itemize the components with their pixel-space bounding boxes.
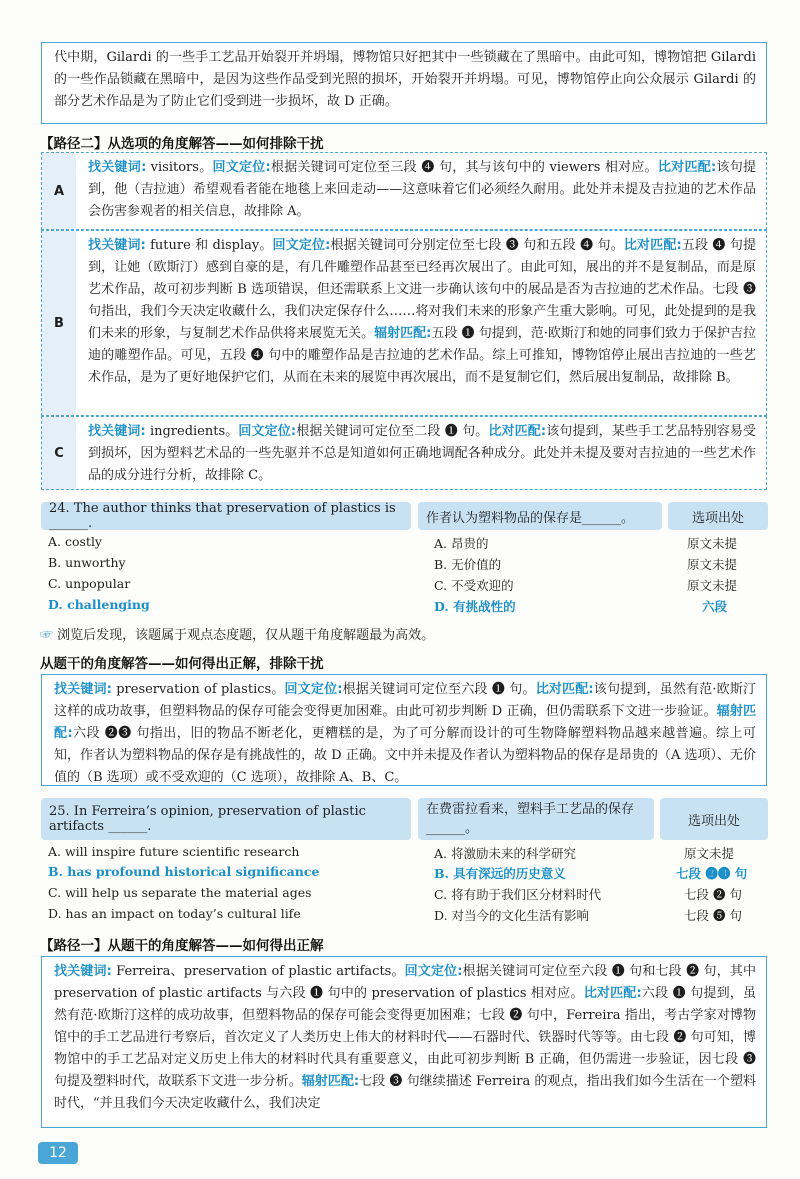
radiate-tag: 辐射匹配:: [374, 326, 432, 341]
q25-option-d-cn: D. 对当今的文化生活有影响: [434, 908, 590, 923]
option-a-label: A: [42, 153, 76, 229]
option-b-label: B: [42, 231, 76, 415]
q24-option-c-en: C. unpopular: [48, 576, 131, 591]
page-number: 12: [38, 1142, 78, 1164]
q24-source-header: 选项出处: [668, 502, 768, 530]
locate-tag: 回文定位:: [212, 160, 271, 175]
q25-option-c-en: C. will help us separate the material ages: [48, 885, 312, 900]
stem24-box: [41, 674, 767, 786]
option-c-label: C: [42, 417, 76, 489]
hand-pointer-icon: ☞: [40, 628, 58, 643]
option-b-text: 找关键词: future 和 display。回文定位:根据关键词可分别定位至七段 ❸ 句和五段 ❹ 句。比对匹配:五段 ❹ 句提到，让她（欧斯汀）感到自豪的是，有几件雕塑作品甚至已经再次展出了。由此可知，展出的并不是复制品，而是原艺术作品，故可初步判断 B 选项错误，但还需联系上文进一步确认该句中的展品是否为吉拉迪的艺术作品。七段 ❸ 句指出，我们今天决定收藏什么，我们决定保存什么……将对我们未来的形象产生重大影响。可见，此处提到的是我们未来的形象，与复制艺术作品供将来展览无关。辐射匹配:五段 ❶ 句提到，范·欧斯汀和她的同事们致力于保护吉拉迪的雕塑作品。可见，五段 ❹ 句中的雕塑作品是吉拉迪的艺术作品。综上可推知，博物馆停止展出吉拉迪的一些艺术作品，是为了更好地保护它们，从而在未来的展览中再次展出，而不是复制它们，然后展出复制品，故排除 B。: [88, 238, 757, 385]
path2-title: 【路径二】从选项的角度解答——如何排除干扰: [40, 136, 324, 152]
option-b-box: [41, 230, 767, 416]
q25-source-header: 选项出处: [660, 798, 768, 840]
q25-option-a-cn: A. 将激励未来的科学研究: [434, 846, 576, 861]
q25-option-c-cn: C. 将有助于我们区分材料时代: [434, 887, 602, 902]
q24-option-b-en: B. unworthy: [48, 555, 126, 570]
q24-option-c-src: 原文未提: [687, 578, 738, 593]
q25-option-d-en: D. has an impact on today’s cultural life: [48, 906, 301, 921]
q25-option-a-en: A. will inspire future scientific research: [48, 844, 300, 859]
compare-tag: 比对匹配:: [657, 160, 717, 175]
q25-option-a-src: 原文未提: [684, 846, 735, 861]
q24-option-b-src: 原文未提: [687, 557, 738, 572]
option-a-text: 找关键词: visitors。回文定位:根据关键词可定位至三段 ❹ 句，其与该句中的 viewers 相对应。比对匹配:该句提到，他（吉拉迪）希望观看者能在地毯上来回走动——这意味着它们必须经久耐用。此处并未提及吉拉迪的艺术作品会伤害参观者的相关信息，故排除 A。: [88, 160, 756, 219]
q25-option-d-src: 七段 ❺ 句: [684, 908, 742, 923]
q25-option-c-src: 七段 ❷ 句: [684, 887, 742, 902]
q24-option-d-en: D. challenging: [48, 597, 150, 612]
q24-option-b-cn: B. 无价值的: [434, 557, 502, 572]
q24-option-a-src: 原文未提: [687, 536, 738, 551]
q24-note: ☞ 浏览后发现，该题属于观点态度题，仅从题干角度解题最为高效。: [40, 628, 435, 643]
option-a-box: [41, 152, 767, 230]
option-c-text: 找关键词: ingredients。回文定位:根据关键词可定位至二段 ❶ 句。比对匹配:该句提到，某些手工艺品特别容易受到损坏，因为塑料艺术品的一些先驱并不总是知道如何正确地调配各种成分。此处并未提及要对吉拉迪的一些艺术作品的成分进行分析，故排除 C。: [88, 424, 757, 483]
q25-stem-cn: 在费雷拉看来，塑料手工艺品的保存______。: [418, 798, 654, 840]
path1-box: [41, 956, 767, 1128]
q24-option-c-cn: C. 不受欢迎的: [434, 578, 514, 593]
q24-option-a-en: A. costly: [48, 534, 102, 549]
q24-option-a-cn: A. 昂贵的: [434, 536, 489, 551]
option-c-box: [41, 416, 767, 490]
q25-option-b-src: 七段 ❷❸ 句: [676, 866, 748, 881]
stem24-title: 从题干的角度解答——如何得出正解，排除干扰: [40, 656, 324, 672]
q24-option-d-src: 六段: [702, 599, 728, 614]
top-explanation-text: 代中期，Gilardi 的一些手工艺品开始裂开并坍塌，博物馆只好把其中一些锁藏在了黑暗中。由此可知，博物馆把 Gilardi 的一些作品锁藏在黑暗中，是因为这些作品受到光照的损坏，开始裂开并坍塌。可见，博物馆停止向公众展示 Gilardi 的部分艺术作品是为了防止它们受到进一步损坏，故 D 正确。: [54, 50, 756, 109]
stem24-text: 找关键词: preservation of plastics。回文定位:根据关键词可定位至六段 ❶ 句。比对匹配:该句提到，虽然有范·欧斯汀这样的成功故事，但塑料物品的保存可能会变得更加困难。由此可初步判断 D 正确，但仍需联系下文进一步验证。辐射匹配:六段 ❷❸ 句指出，旧的物品不断老化，更糟糕的是，为了可分解而设计的可生物降解塑料物品越来越普遍。综上可知，作者认为塑料物品的保存是有挑战性的，故 D 正确。文中并未提及作者认为塑料物品的保存是昂贵的（A 选项）、无价值的（B 选项）或不受欢迎的（C 选项），故排除 A、B、C。: [54, 682, 757, 785]
find-keyword-tag: 找关键词:: [88, 160, 147, 175]
q24-stem-en: 24. The author thinks that preservation of plastics is ______.: [41, 502, 411, 530]
path1-text: 找关键词: Ferreira、preservation of plastic artifacts。回文定位:根据关键词可定位至六段 ❶ 句和七段 ❷ 句，其中 preservation of plastic artifacts 与六段 ❶ 句中的 preservation of plastics 相对应。比对匹配:六段 ❶ 句提到，虽然有范·欧斯汀这样的成功故事，但塑料物品的保存可能会变得更加困难；七段 ❷ 句中，Ferreira 指出，考古学家对博物馆中的手工艺品进行考察后，首次定义了人类历史上伟大的材料时代——石器时代、铁器时代等等。由七段 ❷ 句可知，博物馆中的手工艺品对定义历史上伟大的材料时代具有重要意义，由此可初步判断 B 正确，但仍需进一步验证，因七段 ❸ 句提及塑料时代，故联系下文进一步分析。辐射匹配:七段 ❸ 句继续描述 Ferreira 的观点，指出我们如今生活在一个塑料时代，“并且我们今天决定收藏什么，我们决定: [54, 964, 757, 1111]
path1-title: 【路径一】从题干的角度解答——如何得出正解: [40, 938, 324, 954]
q25-option-b-en: B. has profound historical significance: [48, 864, 320, 879]
q25-stem-en: 25. In Ferreira’s opinion, preservation of plastic artifacts ______.: [41, 798, 411, 840]
top-explanation-box: [41, 42, 767, 124]
q24-stem-cn: 作者认为塑料物品的保存是______。: [418, 502, 662, 530]
q25-option-b-cn: B. 具有深远的历史意义: [434, 866, 566, 881]
q24-option-d-cn: D. 有挑战性的: [434, 599, 516, 614]
